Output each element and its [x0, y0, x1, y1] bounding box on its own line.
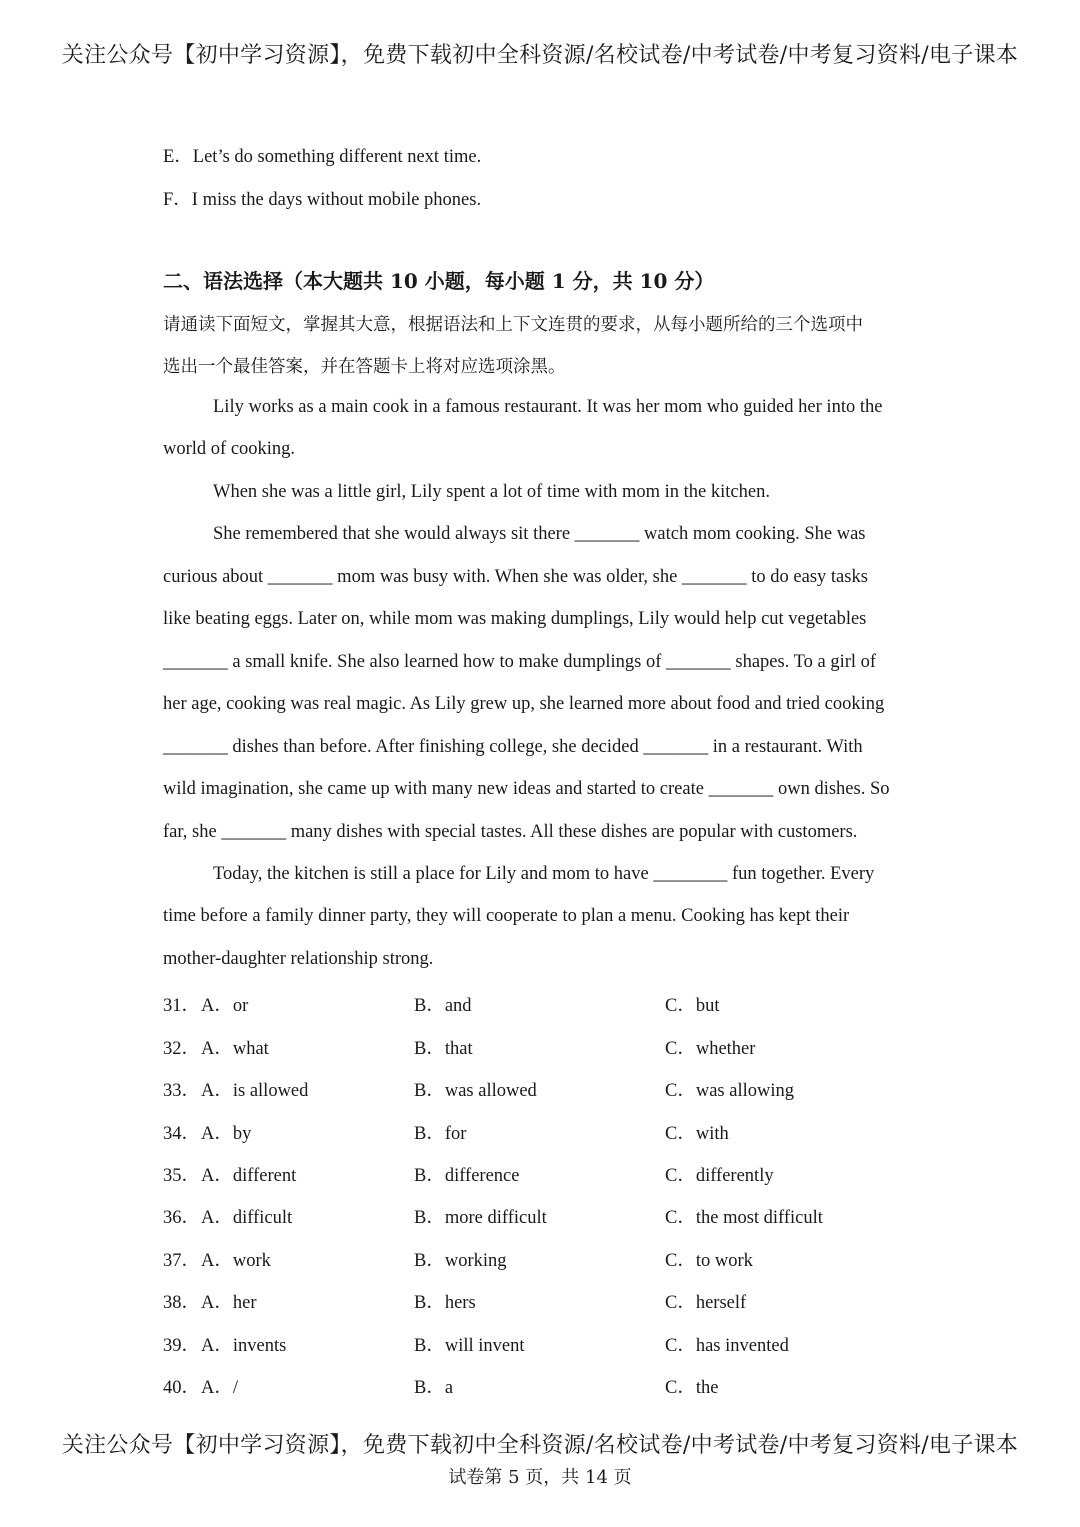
- question-row: [163, 991, 923, 1019]
- passage-line: _______ a small knife. She also learned how to make dumplings of _______ shapes. To a girl of: [163, 652, 877, 672]
- option-c: C．but: [665, 996, 720, 1016]
- passage-line: curious about _______ mom was busy with. When she was older, she _______ to do easy tasks: [163, 567, 868, 587]
- option-b: B．working: [414, 1251, 507, 1271]
- question-row: [163, 1119, 923, 1147]
- option-c: C．the most difficult: [665, 1208, 823, 1228]
- instruction-line-1: 请通读下面短文，掌握其大意，根据语法和上下文连贯的要求，从每小题所给的三个选项中: [163, 315, 863, 335]
- option-b: B．difference: [414, 1166, 520, 1186]
- question-number: 33．: [163, 1081, 201, 1101]
- promo-banner-top: 关注公众号【初中学习资源】，免费下载初中全科资源/名校试卷/中考试卷/中考复习资料/电子课本: [61, 43, 1019, 68]
- instruction-line-2: 选出一个最佳答案，并在答题卡上将对应选项涂黑。: [163, 357, 566, 377]
- question-number: 34．: [163, 1124, 201, 1144]
- option-a: A．/: [201, 1378, 239, 1398]
- option-a: A．is allowed: [201, 1081, 309, 1101]
- option-b: B．hers: [414, 1293, 476, 1313]
- option-a: A．work: [201, 1251, 271, 1271]
- passage-line: _______ dishes than before. After finishing college, she decided _______ in a restaurant. With: [163, 737, 863, 757]
- question-row: [163, 1203, 923, 1231]
- option-a: A．her: [201, 1293, 257, 1313]
- option-a: A．invents: [201, 1336, 287, 1356]
- option-c: C．to work: [665, 1251, 753, 1271]
- option-b: B．more difficult: [414, 1208, 547, 1228]
- section-title: 二、语法选择（本大题共 10 小题，每小题 1 分，共 10 分）: [163, 269, 715, 293]
- passage-line: her age, cooking was real magic. As Lily grew up, she learned more about food and tried cooking: [163, 694, 885, 714]
- option-b: B．was allowed: [414, 1081, 537, 1101]
- question-row: [163, 1246, 923, 1274]
- question-number: 35．: [163, 1166, 201, 1186]
- option-c: C．differently: [665, 1166, 774, 1186]
- passage-line: time before a family dinner party, they will cooperate to plan a menu. Cooking has kept their: [163, 906, 850, 926]
- option-b: B．a: [414, 1378, 454, 1398]
- option-c: C．the: [665, 1378, 719, 1398]
- passage-line: When she was a little girl, Lily spent a lot of time with mom in the kitchen.: [213, 482, 770, 502]
- option-a: A．what: [201, 1039, 269, 1059]
- question-row: [163, 1373, 923, 1401]
- promo-banner-bottom: 关注公众号【初中学习资源】，免费下载初中全科资源/名校试卷/中考试卷/中考复习资料/电子课本: [61, 1433, 1019, 1458]
- question-row: [163, 1076, 923, 1104]
- option-c: C．herself: [665, 1293, 747, 1313]
- option-b: B．will invent: [414, 1336, 525, 1356]
- passage-line: like beating eggs. Later on, while mom was making dumplings, Lily would help cut vegetables: [163, 609, 867, 629]
- question-number: 39．: [163, 1336, 201, 1356]
- passage-line: Lily works as a main cook in a famous restaurant. It was her mom who guided her into the: [213, 397, 883, 417]
- question-number: 40．: [163, 1378, 201, 1398]
- passage-line: mother-daughter relationship strong.: [163, 949, 434, 969]
- question-number: 31．: [163, 996, 201, 1016]
- option-a: A．or: [201, 996, 249, 1016]
- passage-line: far, she _______ many dishes with special tastes. All these dishes are popular with customers.: [163, 822, 858, 842]
- question-row: [163, 1161, 923, 1189]
- question-number: 32．: [163, 1039, 201, 1059]
- option-a: A．difficult: [201, 1208, 293, 1228]
- option-b: B．and: [414, 996, 472, 1016]
- passage-line: She remembered that she would always sit there _______ watch mom cooking. She was: [213, 524, 866, 544]
- option-c: C．was allowing: [665, 1081, 794, 1101]
- question-number: 37．: [163, 1251, 201, 1271]
- question-number: 36．: [163, 1208, 201, 1228]
- question-row: [163, 1288, 923, 1316]
- option-b: B．that: [414, 1039, 473, 1059]
- passage-line: Today, the kitchen is still a place for Lily and mom to have ________ fun together. Every: [213, 864, 875, 884]
- question-row: [163, 1034, 923, 1062]
- page-number-footer: 试卷第 5 页，共 14 页: [448, 1467, 632, 1488]
- option-a: A．different: [201, 1166, 297, 1186]
- option-c: C．has invented: [665, 1336, 789, 1356]
- passage-line: world of cooking.: [163, 439, 296, 459]
- question-row: [163, 1331, 923, 1359]
- option-c: C．whether: [665, 1039, 756, 1059]
- passage-line: wild imagination, she came up with many new ideas and started to create _______ own dishes. So: [163, 779, 890, 799]
- question-number: 38．: [163, 1293, 201, 1313]
- option-f: F．I miss the days without mobile phones.: [163, 190, 482, 210]
- option-b: B．for: [414, 1124, 467, 1144]
- option-c: C．with: [665, 1124, 729, 1144]
- option-e: E．Let’s do something different next time.: [163, 147, 482, 167]
- option-a: A．by: [201, 1124, 252, 1144]
